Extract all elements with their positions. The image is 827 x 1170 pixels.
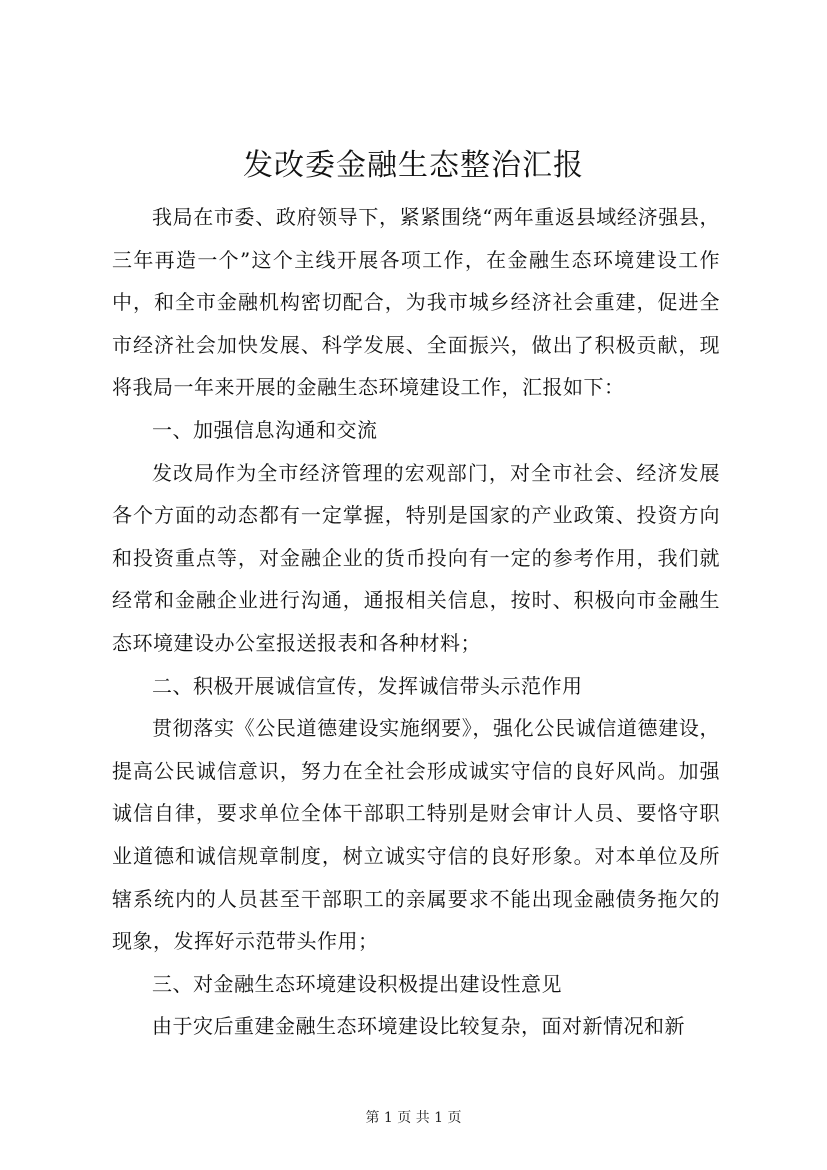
paragraph-section-3: 由于灾后重建金融生态环境建设比较复杂，面对新情况和新	[152, 1014, 685, 1039]
section-heading-2: 二、积极开展诚信宣传，发挥诚信带头示范作用	[152, 673, 583, 698]
paragraph-intro: 我局在市委、政府领导下，紧紧围绕“两年重返县域经济强县，三年再造一个”这个主线开展各项工作，在金融生态环境建设工作中，和全市金融机构密切配合，为我市城乡经济社会重建，促进全市经济社会加快发展、科学发展、全面振兴，做出了积极贡献，现将我局一年来开展的金融生态环境建设工作，汇报如下：	[112, 205, 720, 400]
paragraph-section-1: 发改局作为全市经济管理的宏观部门，对全市社会、经济发展各个方面的动态都有一定掌握，特别是国家的产业政策、投资方向和投资重点等，对金融企业的货币投向有一定的参考作用，我们就经常和金融企业进行沟通，通报相关信息，按时、积极向市金融生态环境建设办公室报送报表和各种材料；	[112, 460, 720, 655]
document-title: 发改委金融生态整治汇报	[243, 148, 584, 183]
page-footer: 第 1 页 共 1 页	[365, 1110, 462, 1126]
paragraph-section-2: 贯彻落实《公民道德建设实施纲要》，强化公民诚信道德建设，提高公民诚信意识，努力在全社会形成诚实守信的良好风尚。加强诚信自律，要求单位全体干部职工特别是财会审计人员、要恪守职业道德和诚信规章制度，树立诚实守信的良好形象。对本单位及所辖系统内的人员甚至干部职工的亲属要求不能出现金融债务拖欠的现象，发挥好示范带头作用；	[112, 716, 720, 954]
document-body	[112, 196, 720, 1048]
section-heading-3: 三、对金融生态环境建设积极提出建设性意见	[152, 971, 562, 996]
section-heading-1: 一、加强信息沟通和交流	[152, 417, 378, 442]
